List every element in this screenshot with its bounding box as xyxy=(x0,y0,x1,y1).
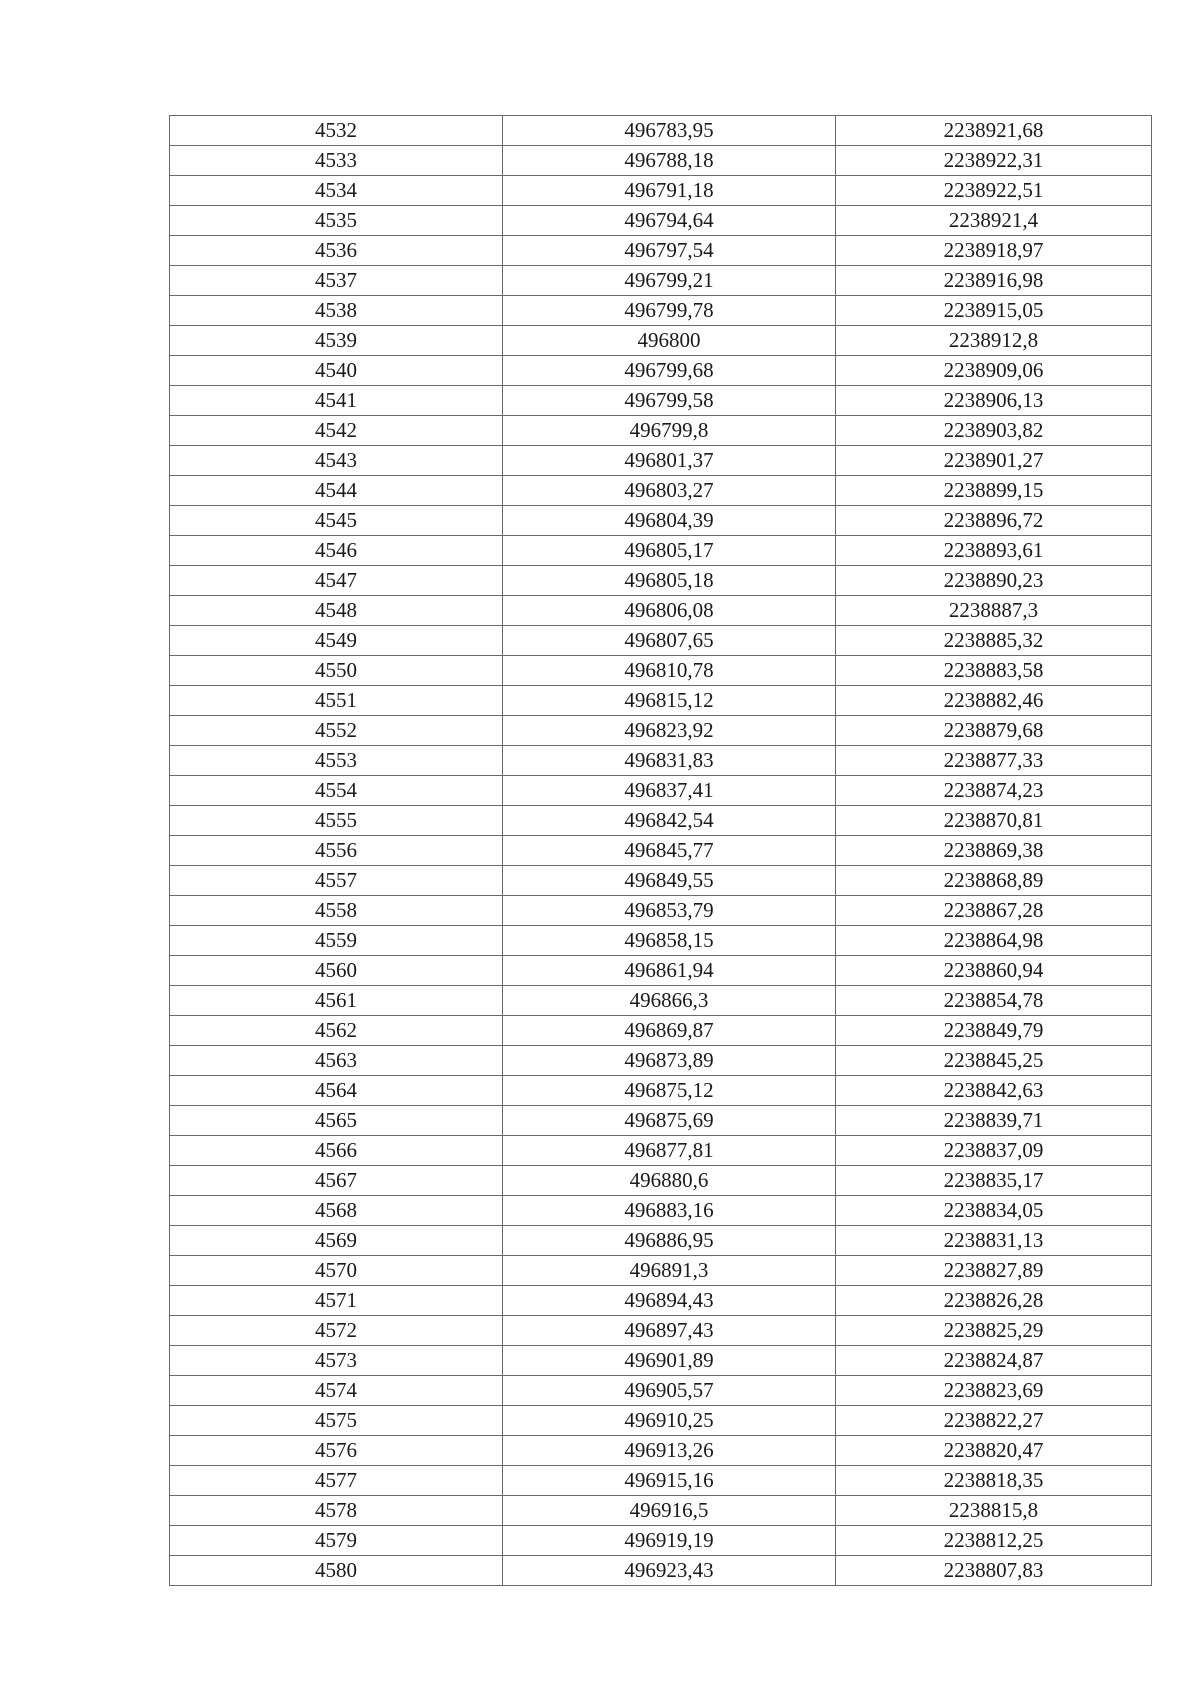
y-coordinate-cell: 2238824,87 xyxy=(836,1346,1152,1376)
x-coordinate-cell: 496891,3 xyxy=(503,1256,836,1286)
x-coordinate-cell: 496842,54 xyxy=(503,806,836,836)
x-coordinate-cell: 496799,78 xyxy=(503,296,836,326)
y-coordinate-cell: 2238921,4 xyxy=(836,206,1152,236)
y-coordinate-cell: 2238922,31 xyxy=(836,146,1152,176)
x-coordinate-cell: 496905,57 xyxy=(503,1376,836,1406)
y-coordinate-cell: 2238921,68 xyxy=(836,116,1152,146)
point-number-cell: 4574 xyxy=(170,1376,503,1406)
x-coordinate-cell: 496919,19 xyxy=(503,1526,836,1556)
y-coordinate-cell: 2238887,3 xyxy=(836,596,1152,626)
y-coordinate-cell: 2238901,27 xyxy=(836,446,1152,476)
x-coordinate-cell: 496916,5 xyxy=(503,1496,836,1526)
y-coordinate-cell: 2238912,8 xyxy=(836,326,1152,356)
y-coordinate-cell: 2238837,09 xyxy=(836,1136,1152,1166)
y-coordinate-cell: 2238883,58 xyxy=(836,656,1152,686)
table-row xyxy=(170,356,1152,386)
y-coordinate-cell: 2238882,46 xyxy=(836,686,1152,716)
table-row xyxy=(170,1496,1152,1526)
x-coordinate-cell: 496797,54 xyxy=(503,236,836,266)
table-row xyxy=(170,1106,1152,1136)
x-coordinate-cell: 496800 xyxy=(503,326,836,356)
y-coordinate-cell: 2238922,51 xyxy=(836,176,1152,206)
x-coordinate-cell: 496805,18 xyxy=(503,566,836,596)
x-coordinate-cell: 496897,43 xyxy=(503,1316,836,1346)
point-number-cell: 4537 xyxy=(170,266,503,296)
point-number-cell: 4570 xyxy=(170,1256,503,1286)
y-coordinate-cell: 2238860,94 xyxy=(836,956,1152,986)
table-row xyxy=(170,1466,1152,1496)
y-coordinate-cell: 2238815,8 xyxy=(836,1496,1152,1526)
x-coordinate-cell: 496894,43 xyxy=(503,1286,836,1316)
y-coordinate-cell: 2238867,28 xyxy=(836,896,1152,926)
table-row xyxy=(170,836,1152,866)
x-coordinate-cell: 496858,15 xyxy=(503,926,836,956)
table-row xyxy=(170,956,1152,986)
x-coordinate-cell: 496783,95 xyxy=(503,116,836,146)
table-row xyxy=(170,1526,1152,1556)
x-coordinate-cell: 496794,64 xyxy=(503,206,836,236)
point-number-cell: 4554 xyxy=(170,776,503,806)
y-coordinate-cell: 2238864,98 xyxy=(836,926,1152,956)
y-coordinate-cell: 2238827,89 xyxy=(836,1256,1152,1286)
y-coordinate-cell: 2238845,25 xyxy=(836,1046,1152,1076)
y-coordinate-cell: 2238823,69 xyxy=(836,1376,1152,1406)
point-number-cell: 4533 xyxy=(170,146,503,176)
y-coordinate-cell: 2238877,33 xyxy=(836,746,1152,776)
y-coordinate-cell: 2238825,29 xyxy=(836,1316,1152,1346)
table-row xyxy=(170,146,1152,176)
table-row xyxy=(170,776,1152,806)
y-coordinate-cell: 2238899,15 xyxy=(836,476,1152,506)
point-number-cell: 4538 xyxy=(170,296,503,326)
x-coordinate-cell: 496875,12 xyxy=(503,1076,836,1106)
point-number-cell: 4545 xyxy=(170,506,503,536)
y-coordinate-cell: 2238916,98 xyxy=(836,266,1152,296)
table-row xyxy=(170,746,1152,776)
x-coordinate-cell: 496901,89 xyxy=(503,1346,836,1376)
x-coordinate-cell: 496799,58 xyxy=(503,386,836,416)
x-coordinate-cell: 496791,18 xyxy=(503,176,836,206)
table-row xyxy=(170,446,1152,476)
point-number-cell: 4549 xyxy=(170,626,503,656)
table-row xyxy=(170,1076,1152,1106)
table-row xyxy=(170,506,1152,536)
point-number-cell: 4580 xyxy=(170,1556,503,1586)
table-row xyxy=(170,1016,1152,1046)
table-row xyxy=(170,116,1152,146)
x-coordinate-cell: 496801,37 xyxy=(503,446,836,476)
x-coordinate-cell: 496875,69 xyxy=(503,1106,836,1136)
x-coordinate-cell: 496923,43 xyxy=(503,1556,836,1586)
x-coordinate-cell: 496913,26 xyxy=(503,1436,836,1466)
coordinates-table xyxy=(169,115,1152,1586)
x-coordinate-cell: 496805,17 xyxy=(503,536,836,566)
table-row xyxy=(170,1196,1152,1226)
y-coordinate-cell: 2238807,83 xyxy=(836,1556,1152,1586)
point-number-cell: 4552 xyxy=(170,716,503,746)
x-coordinate-cell: 496873,89 xyxy=(503,1046,836,1076)
y-coordinate-cell: 2238909,06 xyxy=(836,356,1152,386)
table-row xyxy=(170,926,1152,956)
x-coordinate-cell: 496883,16 xyxy=(503,1196,836,1226)
point-number-cell: 4576 xyxy=(170,1436,503,1466)
x-coordinate-cell: 496915,16 xyxy=(503,1466,836,1496)
y-coordinate-cell: 2238890,23 xyxy=(836,566,1152,596)
y-coordinate-cell: 2238831,13 xyxy=(836,1226,1152,1256)
x-coordinate-cell: 496861,94 xyxy=(503,956,836,986)
point-number-cell: 4562 xyxy=(170,1016,503,1046)
point-number-cell: 4546 xyxy=(170,536,503,566)
x-coordinate-cell: 496803,27 xyxy=(503,476,836,506)
x-coordinate-cell: 496804,39 xyxy=(503,506,836,536)
point-number-cell: 4540 xyxy=(170,356,503,386)
table-row xyxy=(170,1376,1152,1406)
point-number-cell: 4547 xyxy=(170,566,503,596)
point-number-cell: 4560 xyxy=(170,956,503,986)
table-row xyxy=(170,1256,1152,1286)
point-number-cell: 4557 xyxy=(170,866,503,896)
y-coordinate-cell: 2238874,23 xyxy=(836,776,1152,806)
x-coordinate-cell: 496866,3 xyxy=(503,986,836,1016)
point-number-cell: 4569 xyxy=(170,1226,503,1256)
point-number-cell: 4572 xyxy=(170,1316,503,1346)
y-coordinate-cell: 2238820,47 xyxy=(836,1436,1152,1466)
table-row xyxy=(170,1436,1152,1466)
table-row xyxy=(170,626,1152,656)
table-row xyxy=(170,1406,1152,1436)
x-coordinate-cell: 496880,6 xyxy=(503,1166,836,1196)
point-number-cell: 4571 xyxy=(170,1286,503,1316)
table-row xyxy=(170,536,1152,566)
point-number-cell: 4555 xyxy=(170,806,503,836)
point-number-cell: 4536 xyxy=(170,236,503,266)
y-coordinate-cell: 2238893,61 xyxy=(836,536,1152,566)
y-coordinate-cell: 2238868,89 xyxy=(836,866,1152,896)
y-coordinate-cell: 2238822,27 xyxy=(836,1406,1152,1436)
point-number-cell: 4568 xyxy=(170,1196,503,1226)
y-coordinate-cell: 2238906,13 xyxy=(836,386,1152,416)
x-coordinate-cell: 496886,95 xyxy=(503,1226,836,1256)
point-number-cell: 4567 xyxy=(170,1166,503,1196)
table-row xyxy=(170,236,1152,266)
table-row xyxy=(170,176,1152,206)
point-number-cell: 4575 xyxy=(170,1406,503,1436)
y-coordinate-cell: 2238849,79 xyxy=(836,1016,1152,1046)
x-coordinate-cell: 496806,08 xyxy=(503,596,836,626)
table-row xyxy=(170,1286,1152,1316)
table-row xyxy=(170,476,1152,506)
point-number-cell: 4532 xyxy=(170,116,503,146)
point-number-cell: 4544 xyxy=(170,476,503,506)
point-number-cell: 4564 xyxy=(170,1076,503,1106)
x-coordinate-cell: 496910,25 xyxy=(503,1406,836,1436)
coordinates-table-body xyxy=(170,116,1152,1586)
table-row xyxy=(170,1166,1152,1196)
y-coordinate-cell: 2238842,63 xyxy=(836,1076,1152,1106)
table-row xyxy=(170,206,1152,236)
point-number-cell: 4542 xyxy=(170,416,503,446)
table-row xyxy=(170,266,1152,296)
y-coordinate-cell: 2238918,97 xyxy=(836,236,1152,266)
point-number-cell: 4550 xyxy=(170,656,503,686)
point-number-cell: 4563 xyxy=(170,1046,503,1076)
y-coordinate-cell: 2238854,78 xyxy=(836,986,1152,1016)
x-coordinate-cell: 496869,87 xyxy=(503,1016,836,1046)
y-coordinate-cell: 2238870,81 xyxy=(836,806,1152,836)
x-coordinate-cell: 496807,65 xyxy=(503,626,836,656)
point-number-cell: 4541 xyxy=(170,386,503,416)
table-row xyxy=(170,896,1152,926)
x-coordinate-cell: 496799,8 xyxy=(503,416,836,446)
table-row xyxy=(170,866,1152,896)
x-coordinate-cell: 496815,12 xyxy=(503,686,836,716)
table-row xyxy=(170,986,1152,1016)
y-coordinate-cell: 2238915,05 xyxy=(836,296,1152,326)
point-number-cell: 4566 xyxy=(170,1136,503,1166)
x-coordinate-cell: 496810,78 xyxy=(503,656,836,686)
x-coordinate-cell: 496823,92 xyxy=(503,716,836,746)
table-row xyxy=(170,1346,1152,1376)
x-coordinate-cell: 496877,81 xyxy=(503,1136,836,1166)
y-coordinate-cell: 2238903,82 xyxy=(836,416,1152,446)
point-number-cell: 4548 xyxy=(170,596,503,626)
y-coordinate-cell: 2238812,25 xyxy=(836,1526,1152,1556)
table-row xyxy=(170,566,1152,596)
point-number-cell: 4551 xyxy=(170,686,503,716)
x-coordinate-cell: 496849,55 xyxy=(503,866,836,896)
x-coordinate-cell: 496845,77 xyxy=(503,836,836,866)
x-coordinate-cell: 496853,79 xyxy=(503,896,836,926)
y-coordinate-cell: 2238869,38 xyxy=(836,836,1152,866)
table-row xyxy=(170,386,1152,416)
x-coordinate-cell: 496788,18 xyxy=(503,146,836,176)
point-number-cell: 4539 xyxy=(170,326,503,356)
table-row xyxy=(170,1226,1152,1256)
table-row xyxy=(170,716,1152,746)
table-row xyxy=(170,1136,1152,1166)
y-coordinate-cell: 2238896,72 xyxy=(836,506,1152,536)
point-number-cell: 4535 xyxy=(170,206,503,236)
table-row xyxy=(170,1556,1152,1586)
x-coordinate-cell: 496799,68 xyxy=(503,356,836,386)
point-number-cell: 4558 xyxy=(170,896,503,926)
y-coordinate-cell: 2238835,17 xyxy=(836,1166,1152,1196)
point-number-cell: 4578 xyxy=(170,1496,503,1526)
y-coordinate-cell: 2238839,71 xyxy=(836,1106,1152,1136)
table-row xyxy=(170,656,1152,686)
point-number-cell: 4534 xyxy=(170,176,503,206)
y-coordinate-cell: 2238826,28 xyxy=(836,1286,1152,1316)
x-coordinate-cell: 496799,21 xyxy=(503,266,836,296)
y-coordinate-cell: 2238834,05 xyxy=(836,1196,1152,1226)
point-number-cell: 4553 xyxy=(170,746,503,776)
point-number-cell: 4573 xyxy=(170,1346,503,1376)
point-number-cell: 4579 xyxy=(170,1526,503,1556)
table-row xyxy=(170,806,1152,836)
point-number-cell: 4561 xyxy=(170,986,503,1016)
table-row xyxy=(170,1046,1152,1076)
table-row xyxy=(170,686,1152,716)
x-coordinate-cell: 496831,83 xyxy=(503,746,836,776)
table-row xyxy=(170,296,1152,326)
y-coordinate-cell: 2238818,35 xyxy=(836,1466,1152,1496)
table-row xyxy=(170,326,1152,356)
y-coordinate-cell: 2238879,68 xyxy=(836,716,1152,746)
point-number-cell: 4559 xyxy=(170,926,503,956)
table-row xyxy=(170,1316,1152,1346)
point-number-cell: 4556 xyxy=(170,836,503,866)
table-row xyxy=(170,596,1152,626)
point-number-cell: 4543 xyxy=(170,446,503,476)
x-coordinate-cell: 496837,41 xyxy=(503,776,836,806)
point-number-cell: 4565 xyxy=(170,1106,503,1136)
point-number-cell: 4577 xyxy=(170,1466,503,1496)
table-row xyxy=(170,416,1152,446)
y-coordinate-cell: 2238885,32 xyxy=(836,626,1152,656)
